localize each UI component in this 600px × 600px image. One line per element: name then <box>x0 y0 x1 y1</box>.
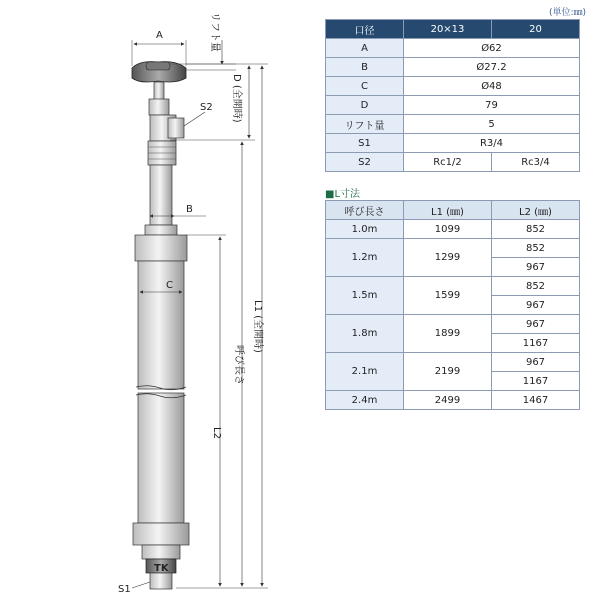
l2-value: 967 <box>492 353 580 372</box>
row-label: A <box>326 39 404 58</box>
size-row-d <box>326 96 580 115</box>
row-value: 79 <box>404 96 580 115</box>
l-dimension-title: ■L寸法 <box>325 189 361 200</box>
dim-b-label: B <box>186 204 193 215</box>
dim-a-label: A <box>156 30 163 41</box>
row-value: Ø62 <box>404 39 580 58</box>
dim-l1-label: L1 (全開時) <box>252 300 263 353</box>
size-row-c <box>326 77 580 96</box>
lift-label: リフト量 <box>209 12 220 52</box>
row-label: D <box>326 96 404 115</box>
l-table-header <box>326 201 580 220</box>
dim-s1-label: S1 <box>118 584 131 595</box>
l2-value: 852 <box>492 239 580 258</box>
nominal-length: 1.2m <box>326 239 404 277</box>
l-dimension-table <box>325 200 580 410</box>
pipe-coupling <box>135 225 187 261</box>
row-label: B <box>326 58 404 77</box>
l2-value: 852 <box>492 277 580 296</box>
l-row-1-2m <box>326 239 580 258</box>
header-l1: L1 (㎜) <box>404 201 492 220</box>
row-value: Ø27.2 <box>404 58 580 77</box>
lower-pipe <box>136 261 186 523</box>
l-row-2-1m <box>326 353 580 372</box>
row-value: 5 <box>404 115 580 134</box>
row-value: Rc3/4 <box>492 153 580 172</box>
size-row-s1 <box>326 134 580 153</box>
dim-s2-label: S2 <box>200 102 213 113</box>
size-row-lift <box>326 115 580 134</box>
size-table-header <box>326 20 580 39</box>
row-label: S2 <box>326 153 404 172</box>
size-row-a <box>326 39 580 58</box>
size-row-s2 <box>326 153 580 172</box>
l2-value: 967 <box>492 258 580 277</box>
size-row-b <box>326 58 580 77</box>
l2-value: 967 <box>492 296 580 315</box>
l1-value: 1099 <box>404 220 492 239</box>
nominal-length-label: 呼び長さ <box>233 345 244 385</box>
dim-c-label: C <box>166 280 173 291</box>
l2-value: 852 <box>492 220 580 239</box>
header-20: 20 <box>492 20 580 39</box>
l-row-1-5m <box>326 277 580 296</box>
l2-value: 1167 <box>492 334 580 353</box>
valve-body <box>148 82 184 165</box>
l2-value: 1167 <box>492 372 580 391</box>
l2-value: 967 <box>492 315 580 334</box>
nominal-length: 2.4m <box>326 391 404 410</box>
row-value: Ø48 <box>404 77 580 96</box>
handle-wheel <box>132 62 186 82</box>
size-spec-table <box>325 19 580 172</box>
header-l2: L2 (㎜) <box>492 201 580 220</box>
maker-mark: TK <box>154 563 169 574</box>
l-row-1-8m <box>326 315 580 334</box>
header-bore: 口径 <box>326 20 404 39</box>
dim-l2-label: L2 <box>211 427 222 439</box>
nominal-length: 1.0m <box>326 220 404 239</box>
l-row-1-0m <box>326 220 580 239</box>
nominal-length: 1.5m <box>326 277 404 315</box>
header-20x13: 20×13 <box>404 20 492 39</box>
row-label: S1 <box>326 134 404 153</box>
l2-value: 1467 <box>492 391 580 410</box>
l1-value: 2499 <box>404 391 492 410</box>
dim-d-label: D (全開時) <box>231 74 242 123</box>
l-row-2-4m <box>326 391 580 410</box>
l1-value: 1599 <box>404 277 492 315</box>
nominal-length: 1.8m <box>326 315 404 353</box>
unit-label: (単位:㎜) <box>548 8 586 18</box>
row-label: リフト量 <box>326 115 404 134</box>
row-value: R3/4 <box>404 134 580 153</box>
l1-value: 1299 <box>404 239 492 277</box>
l1-value: 1899 <box>404 315 492 353</box>
row-label: C <box>326 77 404 96</box>
header-nominal-length: 呼び長さ <box>326 201 404 220</box>
l1-value: 2199 <box>404 353 492 391</box>
nominal-length: 2.1m <box>326 353 404 391</box>
bottom-fitting <box>133 523 189 589</box>
row-value: Rc1/2 <box>404 153 492 172</box>
